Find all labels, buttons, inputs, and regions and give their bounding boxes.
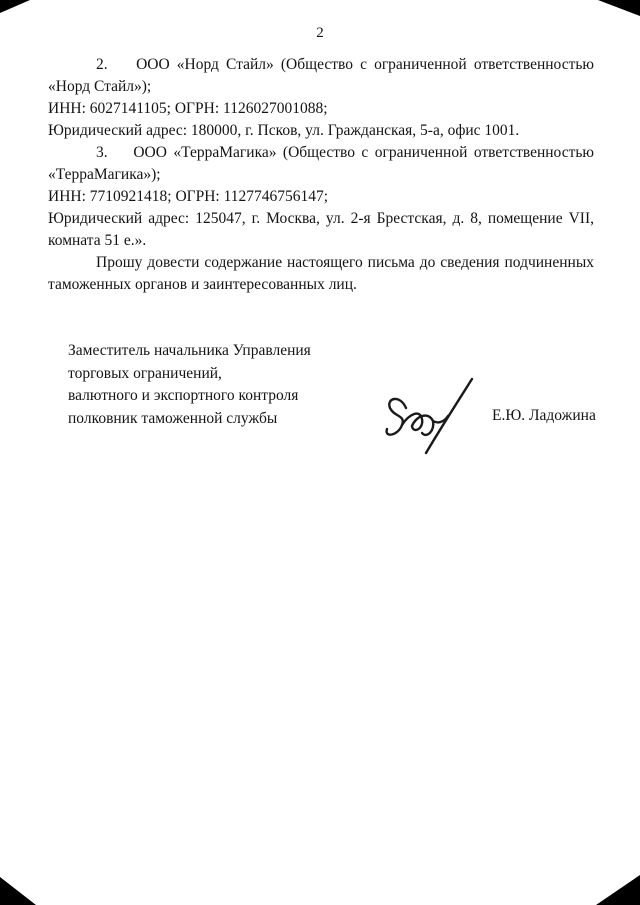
company-2-heading: 2. ООО «Норд Стайл» (Общество с ограниченной ответственностью «Норд Стайл»);	[48, 56, 594, 95]
company-3-address: Юридический адрес: 125047, г. Москва, ул. 2-я Брестская, д. 8, помещение VII, комната 51 е.».	[48, 210, 594, 249]
company-3-heading: 3. ООО «ТерраМагика» (Общество с ограниченной ответственностью «ТерраМагика»);	[48, 144, 594, 183]
page-number: 2	[316, 25, 324, 41]
company-2-inn-ogrn: ИНН: 6027141105; ОГРН: 1126027001088;	[48, 100, 328, 117]
signer-position-line: полковник таможенной службы	[68, 409, 278, 427]
scan-artifact-top-right	[598, 0, 640, 16]
scan-artifact-top-left	[0, 0, 30, 13]
signer-position-line: Заместитель начальника Управления	[68, 342, 311, 359]
scan-artifact-bottom-right	[596, 875, 640, 905]
signer-position-line: валютного и экспортного контроля	[68, 387, 299, 404]
signer-position-block	[68, 340, 398, 430]
signer-position-line: торговых ограничений,	[68, 364, 222, 382]
scan-artifact-bottom-left	[0, 877, 36, 905]
letter-body	[48, 54, 594, 296]
company-2-address: Юридический адрес: 180000, г. Псков, ул. Гражданская, 5-а, офис 1001.	[48, 122, 520, 139]
signer-name: Е.Ю. Ладожина	[492, 407, 596, 424]
handwritten-signature	[376, 376, 480, 456]
closing-paragraph: Прошу довести содержание настоящего письма до сведения подчиненных таможенных органов и заинтересованных лиц.	[48, 254, 594, 293]
company-3-inn-ogrn: ИНН: 7710921418; ОГРН: 1127746756147;	[48, 188, 329, 205]
